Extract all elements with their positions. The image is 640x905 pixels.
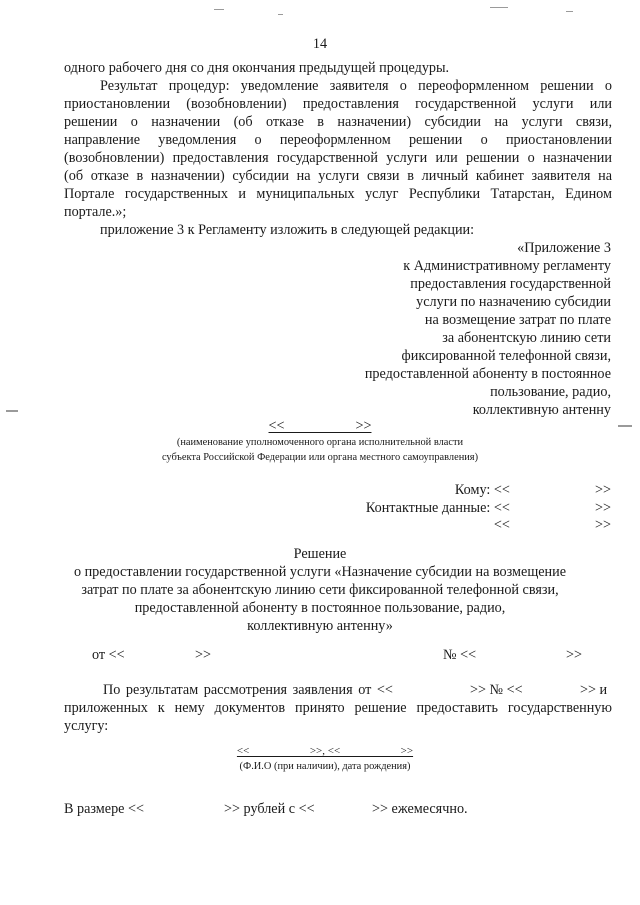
- result-line: По результатам рассмотрения заявления от <<: [103, 682, 393, 698]
- result-line: приложенных к нему документов принято решение предоставить государственную: [64, 700, 612, 716]
- paragraph-line: приостановлении (возобновлении) предоставления государственной услуги или: [64, 96, 612, 112]
- amount-middle: >> рублей с <<: [224, 801, 315, 817]
- decision-subject-line: предоставленной абоненту в постоянное пользование, радио,: [134, 600, 506, 616]
- appendix-header-line: за абонентскую линию сети: [442, 330, 611, 346]
- decision-subject-line: о предоставлении государственной услуги «Назначение субсидии на возмещение: [73, 564, 567, 580]
- recipient-to: Кому: << >>: [454, 482, 611, 498]
- appendix-header-line: коллективную антенну: [472, 402, 611, 418]
- scan-speck: [490, 7, 508, 8]
- appendix-header-line: предоставления государственной: [410, 276, 611, 292]
- paragraph-line: Портале государственных и муниципальных услуг Республики Татарстан, Едином: [64, 186, 612, 202]
- recipient-contacts: Контактные данные: << >>: [365, 500, 611, 516]
- result-line-end: >> и: [580, 682, 608, 698]
- scan-speck: [278, 14, 283, 15]
- amount-end: >> ежемесячно.: [372, 801, 468, 817]
- authority-caption: (наименование уполномоченного органа исполнительной власти: [176, 437, 464, 448]
- authority-placeholder: << >>: [268, 418, 372, 434]
- scan-speck: [6, 410, 18, 412]
- paragraph-line: приложение 3 к Регламенту изложить в следующей редакции:: [100, 222, 475, 238]
- decision-number-close: >>: [566, 647, 583, 663]
- scan-speck: [566, 11, 573, 12]
- result-line: услугу:: [64, 718, 109, 734]
- decision-subject-line: затрат по плате за абонентскую линию сети фиксированной телефонной связи,: [81, 582, 559, 598]
- appendix-header-line: фиксированной телефонной связи,: [401, 348, 611, 364]
- authority-caption: субъекта Российской Федерации или органа местного самоуправления): [161, 452, 479, 463]
- paragraph-line: одного рабочего дня со дня окончания предыдущей процедуры.: [64, 60, 450, 76]
- page-number: 14: [312, 36, 328, 52]
- person-placeholder: << >>, << >>: [236, 745, 414, 757]
- appendix-header-line: к Административному регламенту: [403, 258, 611, 274]
- paragraph-line: портале.»;: [64, 204, 127, 220]
- person-caption: (Ф.И.О (при наличии), дата рождения): [239, 761, 411, 772]
- amount-start: В размере <<: [64, 801, 145, 817]
- paragraph-line: (возобновлении) предоставления государственной услуги или решении о назначении: [64, 150, 612, 166]
- appendix-header-line: пользование, радио,: [490, 384, 611, 400]
- appendix-header-line: на возмещение затрат по плате: [424, 312, 611, 328]
- paragraph-line: (об отказе в назначении) субсидии на услуги связи в личный кабинет заявителя на: [64, 168, 612, 184]
- appendix-header-line: услуги по назначению субсидии: [416, 294, 611, 310]
- paragraph-line: Результат процедур: уведомление заявителя о переоформленном решении о: [100, 78, 612, 94]
- paragraph-line: направление уведомления о переоформленном решении о приостановлении: [64, 132, 612, 148]
- result-line-number: >> № <<: [470, 682, 523, 698]
- paragraph-line: решении о назначении (об отказе в назначении) субсидии на услуги связи,: [64, 114, 612, 130]
- scan-speck: [214, 9, 224, 10]
- appendix-header-line: «Приложение 3: [517, 240, 611, 256]
- appendix-header-line: предоставленной абоненту в постоянное: [364, 366, 611, 382]
- decision-subject-line: коллективную антенну»: [247, 618, 393, 634]
- scan-speck: [618, 425, 632, 427]
- decision-date-close: >>: [195, 647, 212, 663]
- recipient-contacts-extra: << >>: [493, 517, 611, 533]
- decision-number-open: № <<: [443, 647, 477, 663]
- decision-title: Решение: [293, 546, 347, 562]
- decision-date-open: от <<: [92, 647, 125, 663]
